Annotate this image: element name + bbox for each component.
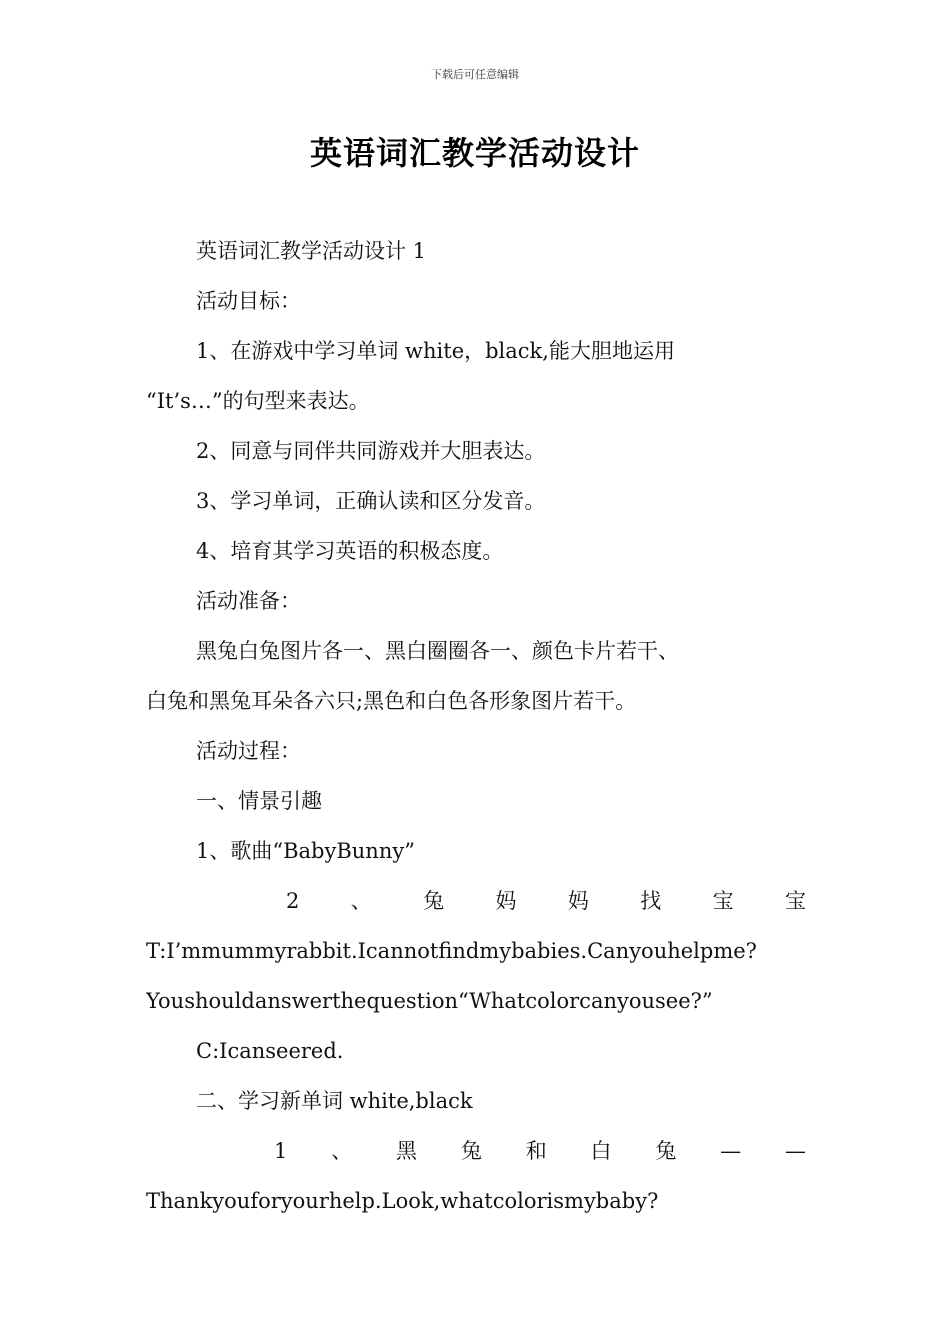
document-body [146, 226, 806, 1226]
document-title: 英语词汇教学活动设计 [309, 134, 640, 172]
justified-char: 2 [286, 889, 300, 913]
paragraph-line: “It’s…”的句型来表达。 [146, 389, 370, 413]
paragraph-line: 一、情景引趣 [196, 789, 322, 813]
paragraph-line: 2、同意与同伴共同游戏并大胆表达。 [196, 439, 546, 463]
paragraph-line: 活动过程： [196, 739, 301, 763]
paragraph-line: Youshouldanswerthequestion“Whatcolorcanyousee?” [146, 989, 713, 1013]
justified-char: 找 [640, 889, 662, 913]
justified-char: 白 [590, 1139, 612, 1163]
paragraph-line: T:I’mmummyrabbit.Icannotfindmybabies.Canyouhelpme? [146, 939, 757, 963]
justified-line [146, 1126, 806, 1176]
paragraph-line: 活动目标： [196, 289, 301, 313]
justified-char: — [785, 1139, 806, 1163]
paragraph-line: 1、歌曲“BabyBunny” [196, 839, 415, 863]
paragraph-line: Thankyouforyourhelp.Look,whatcolorismybaby? [146, 1189, 659, 1213]
page-header-note: 下载后可任意编辑 [431, 68, 519, 81]
justified-char: 、 [350, 889, 372, 913]
justified-char: — [720, 1139, 742, 1163]
justified-char: 兔 [423, 889, 445, 913]
justified-char: 兔 [655, 1139, 677, 1163]
paragraph-line: C:Icanseered. [196, 1039, 344, 1063]
justified-char: 宝 [785, 889, 806, 913]
paragraph-line: 白兔和黑兔耳朵各六只;黑色和白色各形象图片若干。 [146, 689, 637, 713]
justified-char: 兔 [460, 1139, 482, 1163]
paragraph-line: 活动准备： [196, 589, 301, 613]
paragraph-line: 二、学习新单词 white,black [196, 1089, 473, 1113]
justified-char: 妈 [567, 889, 589, 913]
paragraph-line: 4、培育其学习英语的积极态度。 [196, 539, 504, 563]
justified-char: 宝 [712, 889, 734, 913]
justified-char: 和 [525, 1139, 547, 1163]
justified-line [146, 876, 806, 926]
justified-char: 妈 [495, 889, 517, 913]
justified-char: 1 [274, 1139, 288, 1163]
justified-char: 黑 [396, 1139, 418, 1163]
justified-char: 、 [331, 1139, 353, 1163]
paragraph-line: 1、在游戏中学习单词 white，black,能大胆地运用 [196, 339, 675, 363]
paragraph-line: 3、学习单词，正确认读和区分发音。 [196, 489, 546, 513]
section-heading: 英语词汇教学活动设计 1 [196, 239, 427, 263]
paragraph-line: 黑兔白兔图片各一、黑白圈圈各一、颜色卡片若干、 [196, 639, 679, 663]
